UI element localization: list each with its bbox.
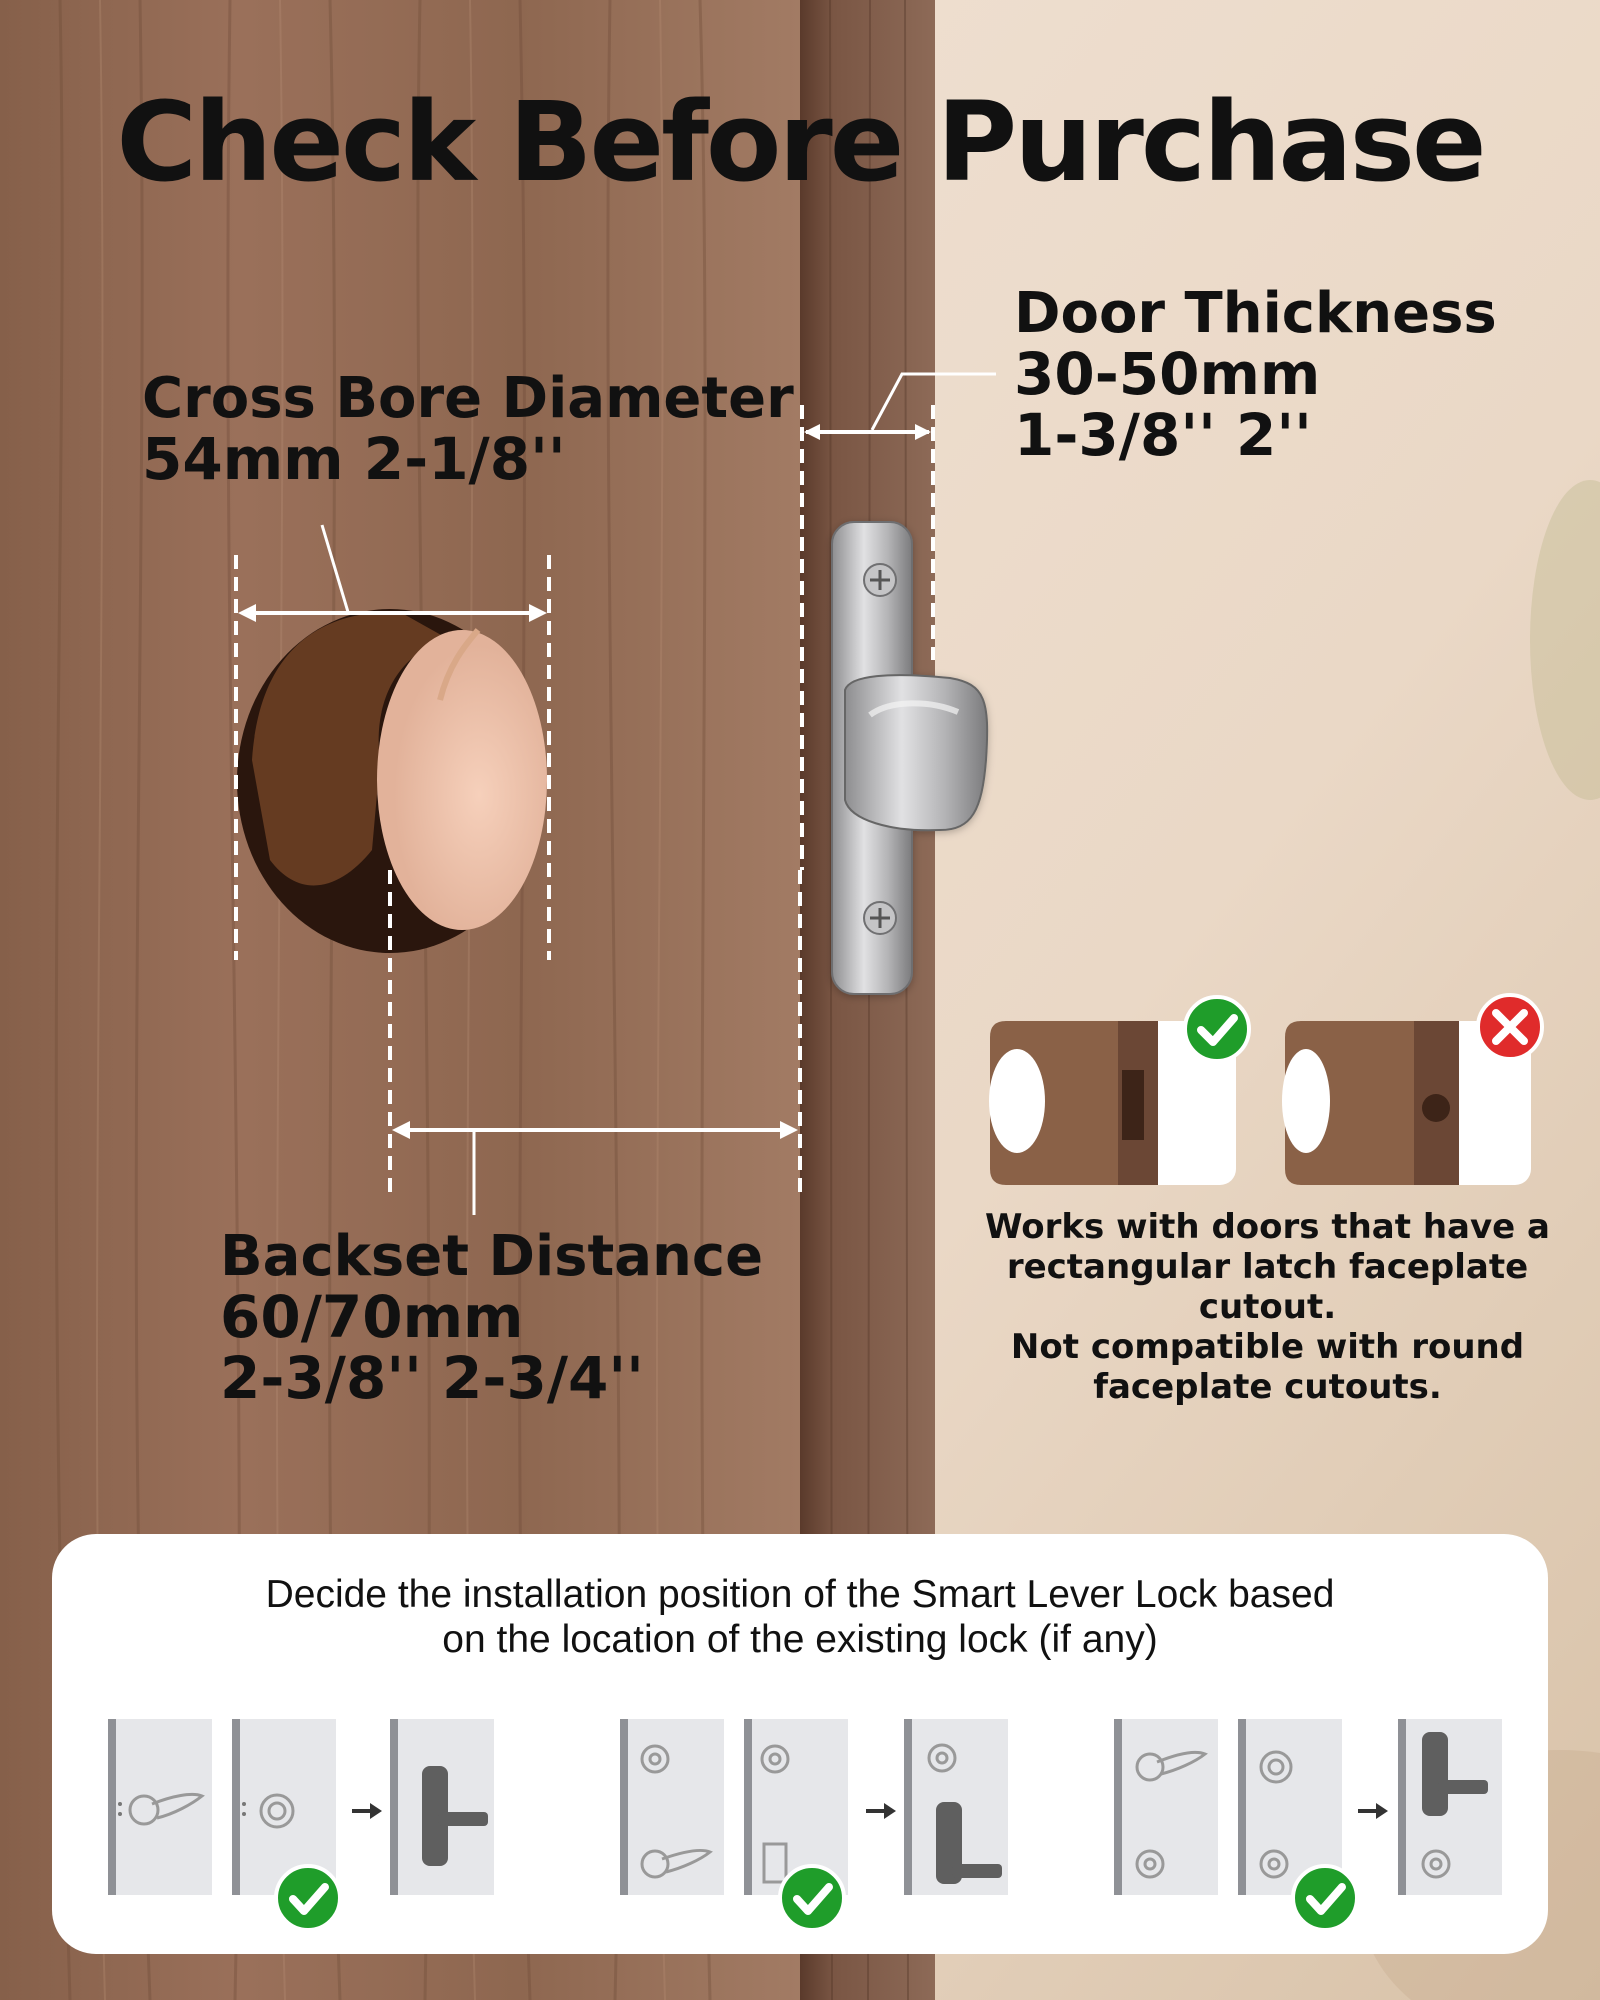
door-thickness-title: Door Thickness bbox=[1014, 281, 1497, 346]
door-panel bbox=[1114, 1719, 1218, 1895]
door-thickness-imperial: 1-3/8'' 2'' bbox=[1014, 400, 1312, 469]
check-icon bbox=[276, 1866, 340, 1930]
door-panel bbox=[108, 1719, 212, 1895]
backset-title: Backset Distance bbox=[220, 1224, 764, 1289]
check-icon bbox=[1185, 997, 1249, 1061]
compat-line-1: Works with doors that have a bbox=[984, 1207, 1550, 1247]
arrow-right-icon bbox=[1358, 1803, 1388, 1819]
installation-panel bbox=[52, 1534, 1548, 1954]
backset-label bbox=[220, 1224, 764, 1412]
arrow-right-icon bbox=[866, 1803, 896, 1819]
door-panel bbox=[390, 1719, 494, 1895]
check-icon bbox=[780, 1866, 844, 1930]
backset-metric: 60/70mm bbox=[220, 1282, 524, 1351]
door-thickness-metric: 30-50mm bbox=[1014, 339, 1321, 408]
installation-diagrams bbox=[52, 1534, 1548, 1954]
door-panel-group-3 bbox=[1114, 1719, 1502, 1930]
cross-icon bbox=[1478, 995, 1542, 1059]
arrow-right-icon bbox=[352, 1803, 382, 1819]
cross-bore-label bbox=[142, 366, 794, 493]
check-icon bbox=[1293, 1866, 1357, 1930]
compatibility-note bbox=[940, 1207, 1595, 1407]
door-panel bbox=[904, 1719, 1008, 1895]
compat-line-4: faceplate cutouts. bbox=[1093, 1367, 1442, 1407]
installation-line-1: Decide the installation position of the Smart Lever Lock based bbox=[265, 1573, 1335, 1616]
door-thickness-label bbox=[1014, 281, 1497, 469]
installation-line-2: on the location of the existing lock (if any) bbox=[442, 1618, 1158, 1661]
door-panel-group-1 bbox=[108, 1719, 494, 1930]
door-panel bbox=[1398, 1719, 1502, 1895]
cross-bore-title: Cross Bore Diameter bbox=[142, 366, 794, 431]
door-panel-group-2 bbox=[620, 1719, 1008, 1930]
compat-line-3: Not compatible with round bbox=[1010, 1327, 1525, 1367]
compat-line-2: rectangular latch faceplate cutout. bbox=[1006, 1247, 1529, 1327]
page-title: Check Before Purchase bbox=[116, 78, 1484, 206]
backset-imperial: 2-3/8'' 2-3/4'' bbox=[220, 1343, 644, 1412]
cross-bore-value: 54mm 2-1/8'' bbox=[142, 424, 566, 493]
door-panel bbox=[620, 1719, 724, 1895]
